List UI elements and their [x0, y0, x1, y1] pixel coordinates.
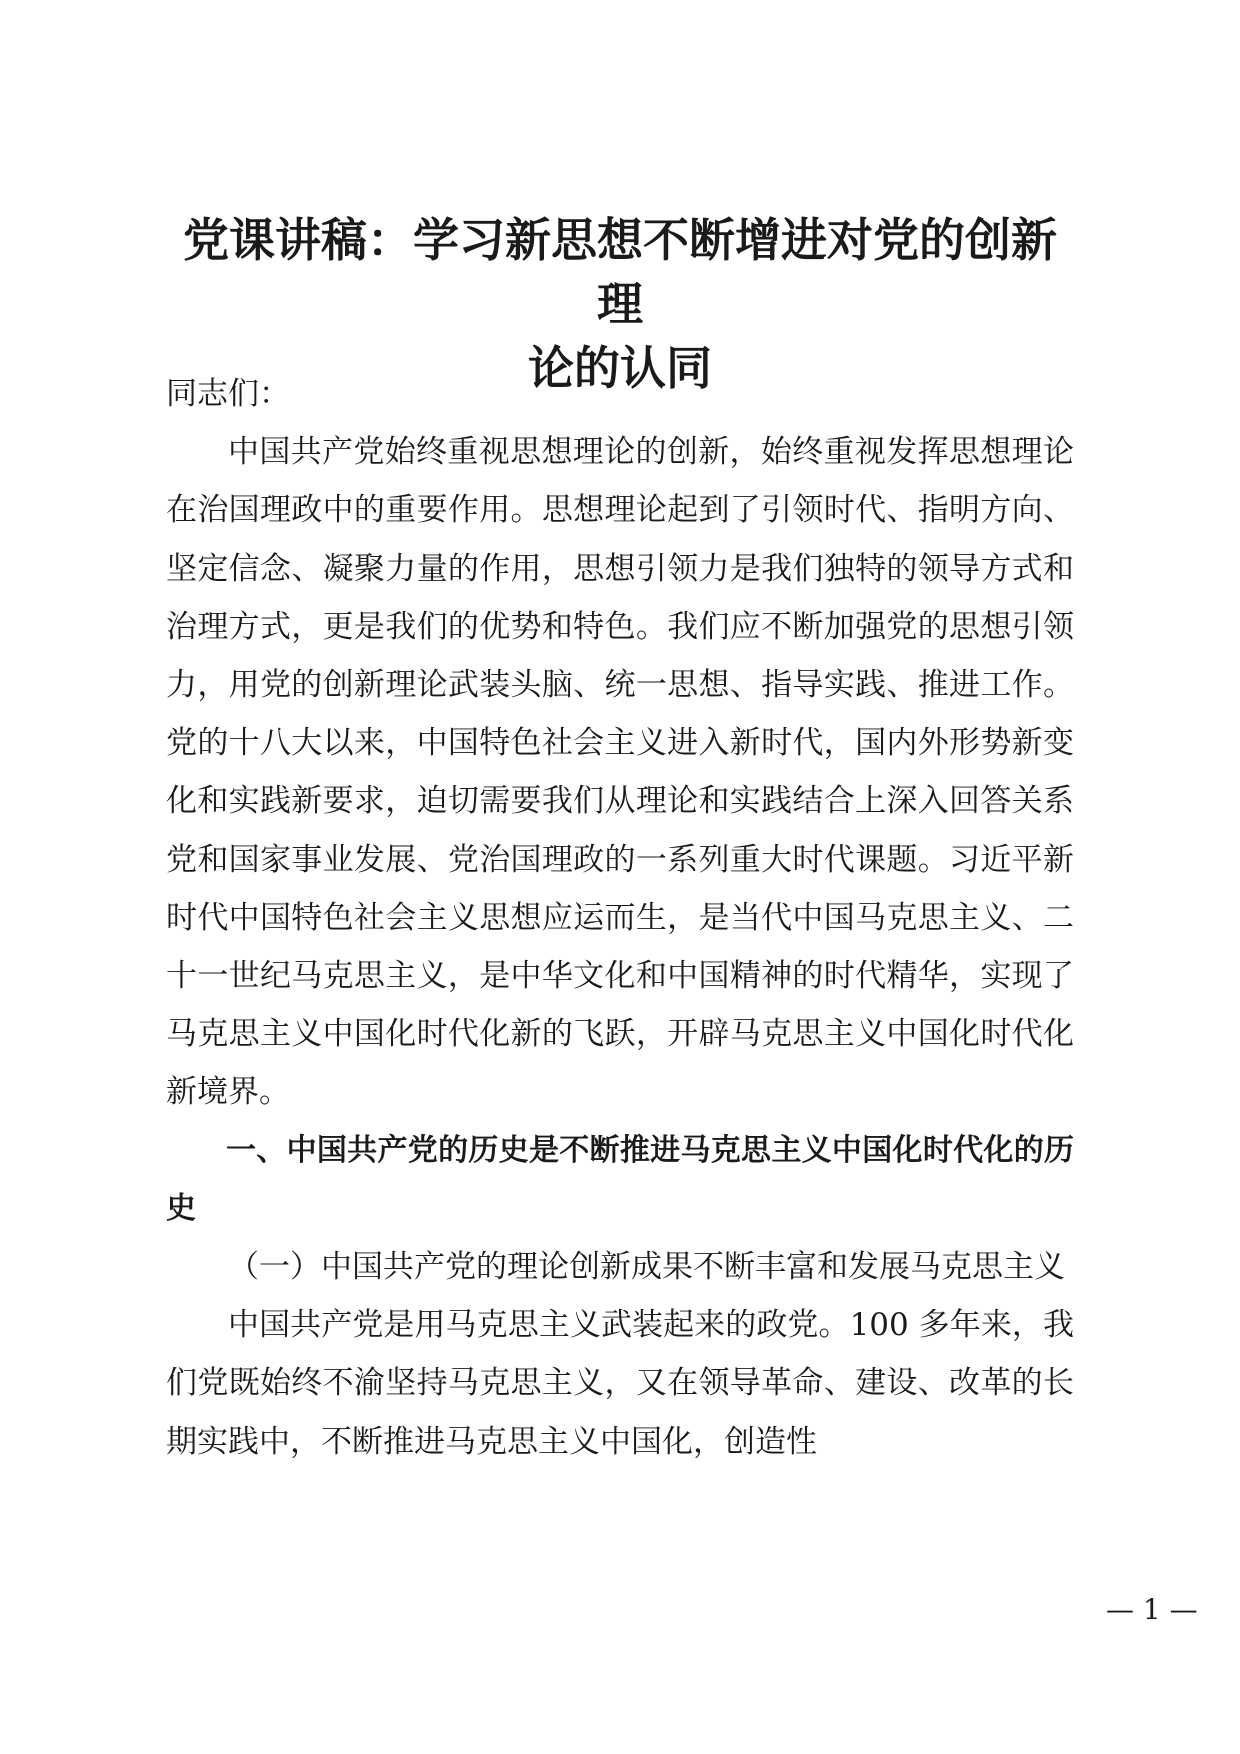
document-body: [166, 365, 1074, 1471]
salutation: 同志们：: [166, 376, 290, 412]
body-paragraph: 中国共产党始终重视思想理论的创新，始终重视发挥思想理论在治国理政中的重要作用。思想理论起到了引领时代、指明方向、坚定信念、凝聚力量的作用，思想引领力是我们独特的领导方式和治理方式，更是我们的优势和特色。我们应不断加强党的思想引领力，用党的创新理论武装头脑、统一思想、指导实践、推进工作。党的十八大以来，中国特色社会主义进入新时代，国内外形势新变化和实践新要求，迫切需要我们从理论和实践结合上深入回答关系党和国家事业发展、党治国理政的一系列重大时代课题。习近平新时代中国特色社会主义思想应运而生，是当代中国马克思主义、二十一世纪马克思主义，是中华文化和中国精神的时代精华，实现了马克思主义中国化时代化新的飞跃，开辟马克思主义中国化时代化新境界。: [166, 434, 1074, 1111]
body-paragraph: 中国共产党是用马克思主义武装起来的政党。100 多年来，我们党既始终不渝坚持马克思主义，又在领导革命、建设、改革的长期实践中，不断推进马克思主义中国化，创造性: [166, 1307, 1074, 1460]
page-number: — 1 —: [1106, 1593, 1198, 1626]
title-line-1: 党课讲稿：学习新思想不断增进对党的创新理: [183, 213, 1057, 331]
title-line-2: 论的认同: [528, 341, 712, 395]
section-heading: 一、中国共产党的历史是不断推进马克思主义中国化时代化的历史: [166, 1132, 1074, 1226]
document-page: [166, 0, 1198, 1754]
subsection-heading: （一）中国共产党的理论创新成果不断丰富和发展马克思主义: [228, 1249, 1065, 1286]
